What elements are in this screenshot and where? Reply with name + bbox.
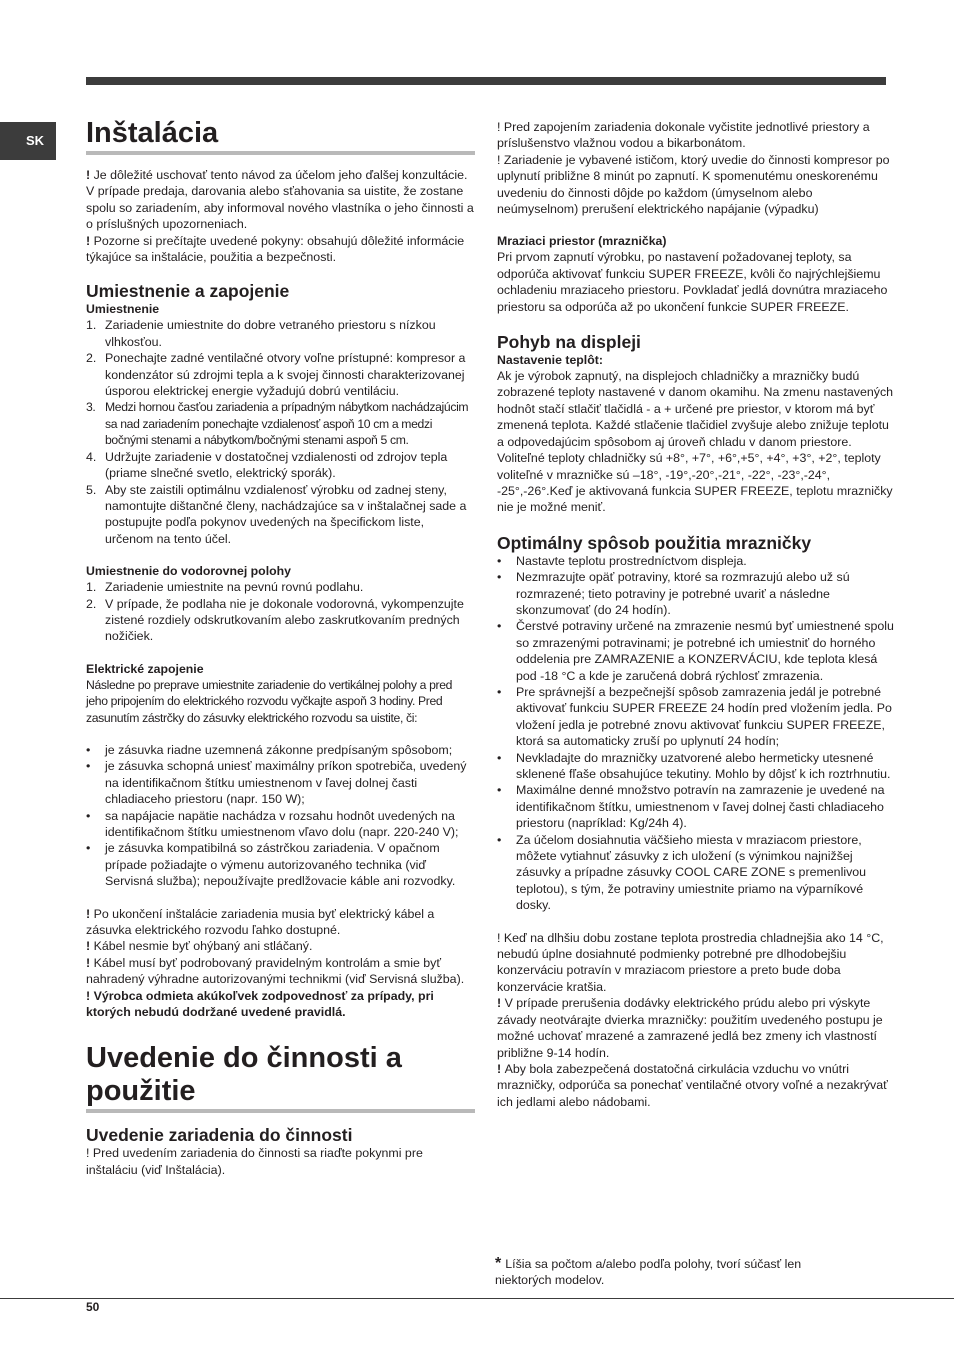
- warning-mark: !: [86, 233, 94, 248]
- intro-1-text: Je dôležité uschovať tento návod za účelom jeho ďalšej konzultácie. V prípade predaja, darovania alebo sťahovania sa uistite, že zostane spolu so zariadením, aby informoval nového vlastníka o jeho činnosti a o príslušných upozorneniach.: [86, 168, 474, 232]
- footnote-star: *: [495, 1255, 502, 1272]
- heading-device-startup: Uvedenie zariadenia do činnosti: [86, 1125, 353, 1146]
- list-item: 1. Zariadenie umiestnite do dobre vetraného priestoru s nízkou vlhkosťou.: [86, 318, 436, 349]
- list-item: 2. V prípade, že podlaha nie je dokonale vodorovná, vykompenzujte zistené rozdiely odskrutkovaním alebo zaskrutkovaním predných nožičiek.: [86, 596, 464, 644]
- optimal-use-list: [497, 553, 894, 914]
- subheading-leveling: Umiestnenie do vodorovnej polohy: [86, 564, 291, 579]
- list-item: 5. Aby ste zaistili optimálnu vzdialenosť výrobku od zadnej steny, namontujte dištančné členy, nachádzajúce sa v inštalačnej sade a postupujte podľa pokynov uvedených na špecifickom liste, určenom na tento účel.: [86, 482, 467, 546]
- list-item: • je zásuvka riadne uzemnená zákonne predpísaným spôsobom;: [86, 742, 453, 757]
- list-item: • je zásuvka schopná uniesť maximálny príkon spotrebiča, uvedený na identifikačnom štítku umiestnenom v ľavej dolnej časti chladiaceho priestoru (napr. 150 W);: [86, 759, 467, 807]
- title-startup-wrap: [86, 1042, 475, 1113]
- list-item: • Nezmrazujte opäť potraviny, ktoré sa rozmrazujú alebo už sú rozmrazené; tieto potraviny je potrebné uvariť a následne skonzumovať (do 24 hodín).: [497, 570, 850, 617]
- intro-2-text: Pozorne si prečítajte uvedené pokyny: obsahujú dôležité informácie týkajúce sa inštalácie, použitia a bezpečnosti.: [86, 233, 465, 265]
- list-item: • Za účelom dosiahnutia väčšieho miesta v mraziacom priestore, môžete vytiahnuť zásuvky z ich uložení (s výnimkou najnižšej zásuvky a prípadne zásuvky COOL CARE ZONE s premenlivou teplotou), s tým, že potraviny umiestnite priamo na výparníkové dosky.: [497, 832, 867, 913]
- title-startup-use: Uvedenie do činnosti a použitie: [86, 1042, 402, 1108]
- heading-placement-connection: Umiestnenie a zapojenie: [86, 281, 290, 302]
- list-item: • Pre správnejší a bezpečnejší spôsob zamrazenia jedál je potrebné aktivovať funkciu SUPER FREEZE 24 hodín pred vložením jedla. Po vložení jedla je potrebné znovu aktivovať funkciu SUPER FREEZE, ktorá sa automaticky zruší po uplynutí 24 hodín;: [497, 684, 892, 749]
- list-item: • Nastavte teplotu prostredníctvom displeja.: [497, 553, 747, 568]
- subheading-freezer: Mraziaci priestor (mraznička): [497, 234, 667, 249]
- heading-display: Pohyb na displeji: [497, 332, 641, 353]
- list-item: 2. Ponechajte zadné ventilačné otvory voľne prístupné: kompresor a kondenzátor sú zdrojmi tepla a k svojej činnosti charakterizovanej úsporou elektrickej energie vyžadujú dobrú ventiláciu.: [86, 351, 466, 399]
- right-column: [497, 119, 894, 1110]
- intro-paragraph-2: [86, 233, 475, 266]
- display-text: Ak je výrobok zapnutý, na displejoch chladničky a mrazničky budú zobrazené teploty nastavené v danom okamihu. Na zmenu nastavených hodnôt stačí stlačiť tlačidlá - a + určené pre priestor, v ktorom má byť zmenená teplota. Každé stlačenie tlačidiel zvyšuje alebo znižuje teplotu a odpovedajúcim spôsobom aj úroveň chladu v danom priestore. Voliteľné teploty chladničky sú +8°, +7°, +6°,+5°, +4°, +3°, +2°, teploty voliteľné v mrazničke sú –18°, -19°,-20°,-21°, -22°, -23°,-24°, -25°,-26°.Keď je aktivovaná funkcia SUPER FREEZE, teplotu mrazničky nie je možné meniť.: [497, 369, 894, 515]
- footnote: [495, 1256, 855, 1289]
- warning-mark: !: [86, 168, 94, 182]
- leveling-list: [86, 579, 475, 645]
- title-installation: Inštalácia: [86, 117, 219, 149]
- electrical-checklist: [86, 742, 475, 890]
- language-tab: SK: [0, 122, 56, 160]
- subheading-temperature: Nastavenie teplôt:: [497, 353, 603, 368]
- list-item: • je zásuvka kompatibilná so zástrčkou zariadenia. V opačnom prípade požiadajte o výmenu autorizovaného technika (viď Servisná služba); nepoužívajte predlžovacie káble ani rozvodky.: [86, 841, 456, 889]
- list-item: 1. Zariadenie umiestnite na pevnú rovnú podlahu.: [86, 580, 364, 595]
- list-item: • Čerstvé potraviny určené na zmrazenie nesmú byť umiestnené spolu so zmrazenými potravinami; je potrebné ich umiestniť do horného oddelenia pre ZAMRAZENIE a KONZERVÁCIU, kde teplota klesá pod -18 °C a kde je zaručená dobrá rýchlosť zmrazenia.: [497, 619, 894, 683]
- warning-power-outage: ! V prípade prerušenia dodávky elektrického prúdu alebo pri výskyte závady neotvárajte dvierka mrazničky: použitím uvedeného postupu je možné uchovať mrazené a zamrazené jedlá bez zmeny ich vlastností približne 9-14 hodín.: [497, 996, 883, 1060]
- subheading-electrical: Elektrické zapojenie: [86, 661, 204, 676]
- left-column: [86, 117, 475, 1178]
- footnote-text: Líšia sa počtom a/alebo podľa polohy, tvorí súčasť len niektorých modelov.: [495, 1257, 802, 1288]
- clean-instructions: ! Pred zapojením zariadenia dokonale vyčistite jednotlivé priestory a príslušenstvo vlažnou vodou a bikarbonátom.: [497, 120, 870, 151]
- warning-cable-bend: ! Kábel nesmie byť ohýbaný ani stláčaný.: [86, 939, 313, 954]
- breaker-info: ! Zariadenie je vybavené ističom, ktorý uvedie do činnosti kompresor po uplynutí približne 8 minút po zapnutí. K spomenutému oneskorenému uvedeniu do činnosti dôjde po každom (úmyselnom alebo neúmyselnom) prerušení elektrického napájanie (výpadku): [497, 152, 890, 217]
- header-bar: [86, 77, 886, 85]
- list-item: • Maximálne denné množstvo potravín na zamrazenie je uvedené na identifikačnom štítku, umiestnenom v ľavej dolnej časti chladiaceho priestoru (napríklad: Kg/24h 4).: [497, 783, 885, 831]
- placement-list: [86, 317, 475, 547]
- heading-optimal-freezer-use: Optimálny spôsob použitia mrazničky: [497, 532, 812, 553]
- list-item: • sa napájacie napätie nachádza v rozsahu hodnôt uvedených na identifikačnom štítku umiestnenom vľavo dolu (napr. 220-240 V);: [86, 808, 459, 839]
- title-installation-wrap: [86, 117, 475, 155]
- electrical-text: Následne po preprave umiestnite zariadenie do vertikálnej polohy a pred jeho pripojením do elektrického rozvodu vyčkajte aspoň 3 hodiny. Pred zasunutím zástrčky do zásuvky elektrického rozvodu sa uistite, či:: [86, 677, 453, 725]
- intro-paragraph-1: [86, 167, 475, 233]
- footer-divider: [0, 1298, 954, 1299]
- warning-air-circulation: ! Aby bola zabezpečená dostatočná cirkulácia vzduchu vo vnútri mrazničky, odporúča sa ponechať ventilačné otvory voľné a nezakrývať ich jedlami alebo nádobami.: [497, 1061, 888, 1109]
- warning-cable-check: ! Kábel musí byť podrobovaný pravidelným kontrolám a smie byť nahradený výhradne autorizovanými technikmi (viď Servisná služba).: [86, 955, 465, 987]
- warning-cable-access: ! Po ukončení inštalácie zariadenia musia byť elektrický kábel a zásuvka elektrického rozvodu ľahko dostupné.: [86, 906, 435, 938]
- freezer-text: Pri prvom zapnutí výrobku, po nastavení požadovanej teploty, sa odporúča aktivovať funkciu SUPER FREEZE, kvôli čo najrýchlejšiemu ochladeniu mraziaceho priestoru. Povkladať jedlá dovnútra mraziaceho priestoru sa odporúča až po ukončení funkcie SUPER FREEZE.: [497, 250, 888, 314]
- startup-text: ! Pred uvedením zariadenia do činnosti sa riaďte pokynmi pre inštaláciu (viď Inštalácia).: [86, 1146, 423, 1177]
- list-item: 3. Medzi hornou časťou zariadenia a prípadným nábytkom nachádzajúcim sa nad zariadením ponechajte vzdialenosť aspoň 10 cm a medzi bočnými stenami a nábytkom/bočnými stenami aspoň 5 cm.: [86, 400, 469, 448]
- list-item: 4. Udržujte zariadenie v dostatočnej vzdialenosti od zdrojov tepla (priame slnečné svetlo, elektrický sporák).: [86, 449, 448, 481]
- warning-liability: ! Výrobca odmieta akúkoľvek zodpovednosť za prípady, pri ktorých nebudú dodržané uvedené pravidlá.: [86, 988, 434, 1020]
- subheading-placement: Umiestnenie: [86, 302, 160, 317]
- page-number: 50: [86, 1300, 100, 1314]
- list-item: • Nevkladajte do mrazničky uzatvorené alebo hermeticky utesnené sklenené fľaše obsahujúce tekutiny. Mohlo by dôjsť k ich roztrhnutiu.: [497, 750, 891, 781]
- warning-ambient-temp: ! Keď na dlhšiu dobu zostane teplota prostredia chladnejšia ako 14 °C, nebudú úplne dosiahnuté podmienky potrebné pre dlhodobejšiu konzerváciu potravín v mraziacom priestore a preto bude doba konzervácie kratšia.: [497, 930, 884, 994]
